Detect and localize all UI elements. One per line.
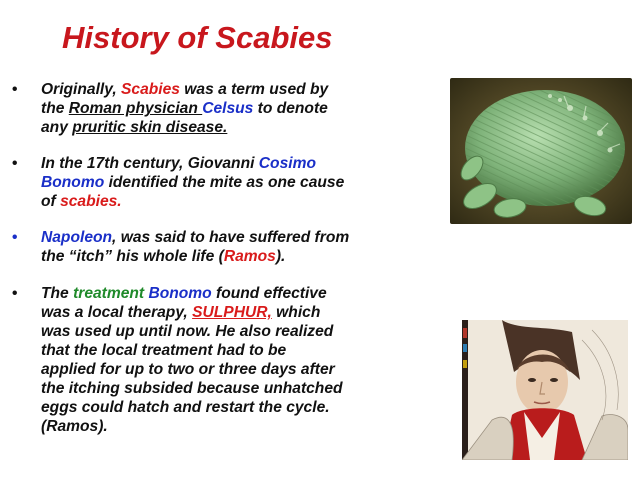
- text-run: Scabies: [121, 81, 180, 98]
- text-run: the: [41, 100, 69, 117]
- bullet-marker: •: [12, 229, 18, 246]
- bullet-line: [41, 341, 343, 360]
- text-run: Ramos: [223, 248, 276, 265]
- bullet-text: [41, 154, 344, 211]
- text-run: of: [41, 193, 61, 210]
- text-run: The: [41, 285, 74, 302]
- bullet-line: [41, 360, 343, 379]
- text-run: any: [41, 119, 73, 136]
- text-run: Napoleon: [41, 229, 113, 246]
- text-run: In the 17th century, Giovanni: [41, 155, 259, 172]
- bullet-line: [41, 154, 344, 173]
- text-run: found effective: [211, 285, 327, 302]
- text-run: SULPHUR,: [192, 304, 272, 321]
- text-run: Roman physician: [68, 100, 203, 117]
- bullet-line: [41, 322, 343, 341]
- text-run: , was said to have suffered from: [112, 229, 350, 246]
- text-run: ).: [275, 248, 286, 265]
- text-run: (Ramos).: [41, 418, 108, 435]
- bullet-line: [41, 379, 343, 398]
- text-run: Bonomo: [148, 285, 212, 302]
- bullet-text: [41, 80, 328, 137]
- bullet-line: [41, 284, 343, 303]
- bullet-line: [41, 303, 343, 322]
- slide-title: History of Scabies: [62, 20, 333, 55]
- text-run: was a term used by: [179, 81, 329, 98]
- text-run: to denote: [253, 100, 328, 117]
- bullet-marker: •: [12, 81, 18, 98]
- text-run: pruritic skin disease.: [72, 119, 228, 136]
- text-run: scabies.: [60, 193, 122, 210]
- text-run: that the local treatment had to be: [41, 342, 287, 359]
- text-run: Cosimo: [258, 155, 316, 172]
- bullet-line: [41, 80, 328, 99]
- text-run: treatment: [73, 285, 145, 302]
- text-run: the “itch” his whole life (: [41, 248, 224, 265]
- text-run: Celsus: [202, 100, 254, 117]
- bullet-line: [41, 247, 349, 266]
- bullet-line: [41, 99, 328, 118]
- napoleon-portrait-image: [462, 320, 628, 460]
- text-run: Originally,: [41, 81, 122, 98]
- text-run: identified the mite as one cause: [104, 174, 345, 191]
- bullet-line: [41, 118, 328, 137]
- text-run: applied for up to two or three days after: [41, 361, 335, 378]
- bullet-line: [41, 192, 344, 211]
- text-run: was a local therapy,: [41, 304, 193, 321]
- bullet-marker: •: [12, 155, 18, 172]
- bullet-text: [41, 228, 349, 266]
- bullet-marker: •: [12, 285, 18, 302]
- bullet-text: [41, 284, 343, 436]
- scabies-mite-image: [450, 78, 632, 224]
- bullet-line: [41, 228, 349, 247]
- text-run: which: [271, 304, 321, 321]
- bullet-line: [41, 398, 343, 417]
- text-run: the itching subsided because unhatched: [41, 380, 343, 397]
- bullet-line: [41, 173, 344, 192]
- bullet-line: [41, 417, 343, 436]
- text-run: Bonomo: [41, 174, 105, 191]
- text-run: was used up until now. He also realized: [41, 323, 334, 340]
- text-run: eggs could hatch and restart the cycle.: [41, 399, 330, 416]
